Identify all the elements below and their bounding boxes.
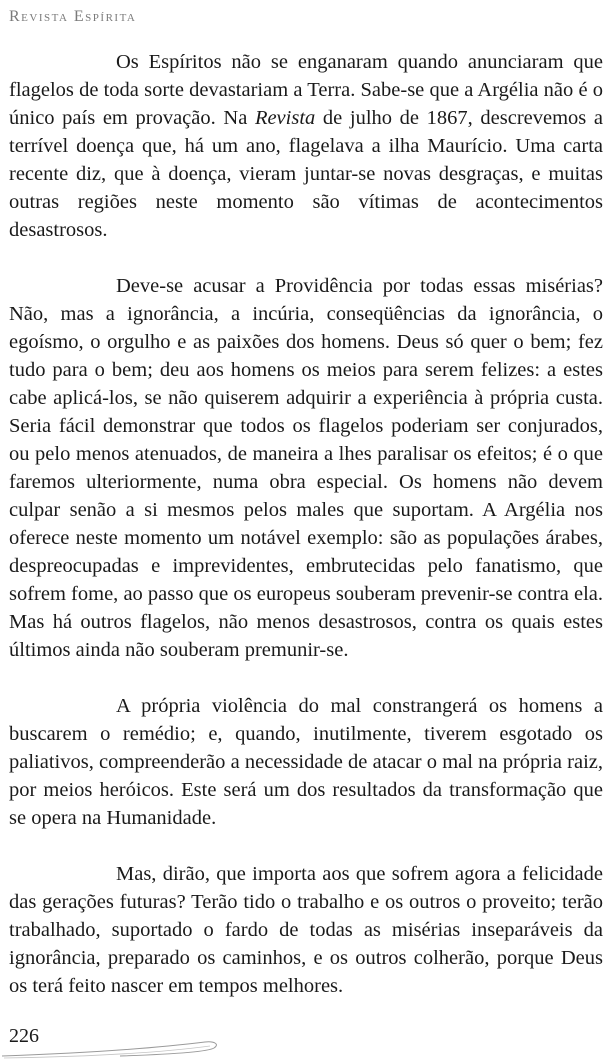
paragraph-3: A própria violência do mal constrangerá os homens a buscarem o remédio; e, quando, inutilmente, tiverem esgotado os paliativos, compreenderão a necessidade de atacar o mal na própria raiz, por meios heróicos. Este será um dos resultados da transformação que se opera na Humanidade.: [9, 695, 603, 829]
running-head-title: Revista Espírita: [9, 8, 137, 25]
paragraph-1-italic: Revista: [254, 107, 316, 129]
running-head: [9, 6, 136, 28]
paragraph-1-part-1: Os Espíritos não se enganaram quando anunciaram que flagelos de toda sorte devastariam a Terra. Sabe-se que a Argélia não é o único país em provação. Na: [9, 51, 603, 129]
paragraph-1-part-2: de julho de 1867, descrevemos a terrível doença que, há um ano, flagelava a ilha Maurício. Uma carta recente diz, que à doença, vieram juntar-se novas desgraças, e muitas outras regiões neste momento são vítimas de acontecimentos desastrosos.: [9, 107, 604, 241]
page-body: [9, 48, 603, 1000]
paragraph-4: Mas, dirão, que importa aos que sofrem agora a felicidade das gerações futuras? Terão tido o trabalho e os outros o proveito; terão trabalhado, suportado o fardo de todas as misérias inseparáveis da ignorância, preparado os caminhos, e os outros colherão, porque Deus os terá feito nascer em tempos melhores.: [9, 863, 603, 997]
paragraph-1: [9, 48, 603, 244]
page-number: 226: [9, 1025, 39, 1047]
paragraph-2: Deve-se acusar a Providência por todas essas misérias? Não, mas a ignorância, a incúria, conseqüências da ignorância, o egoísmo, o orgulho e as paixões dos homens. Deus só quer o bem; fez tudo para o bem; deu aos homens os meios para serem felizes: a estes cabe aplicá-los, se não quiserem adquirir a experiência à própria custa. Seria fácil demonstrar que todos os flagelos poderiam ser conjurados, ou pelo menos atenuados, de maneira a lhes paralisar os efeitos; é o que faremos ulteriormente, numa obra especial. Os homens não devem culpar senão a si mesmos pelos males que suportam. A Argélia nos oferece neste momento um notável exemplo: são as populações árabes, despreocupadas e imprevidentes, embrutecidas pelo fanatismo, que sofrem fome, ao passo que os europeus souberam prevenir-se contra ela. Mas há outros flagelos, não menos desastrosos, contra os quais estes últimos ainda não souberam premunir-se.: [9, 275, 603, 661]
